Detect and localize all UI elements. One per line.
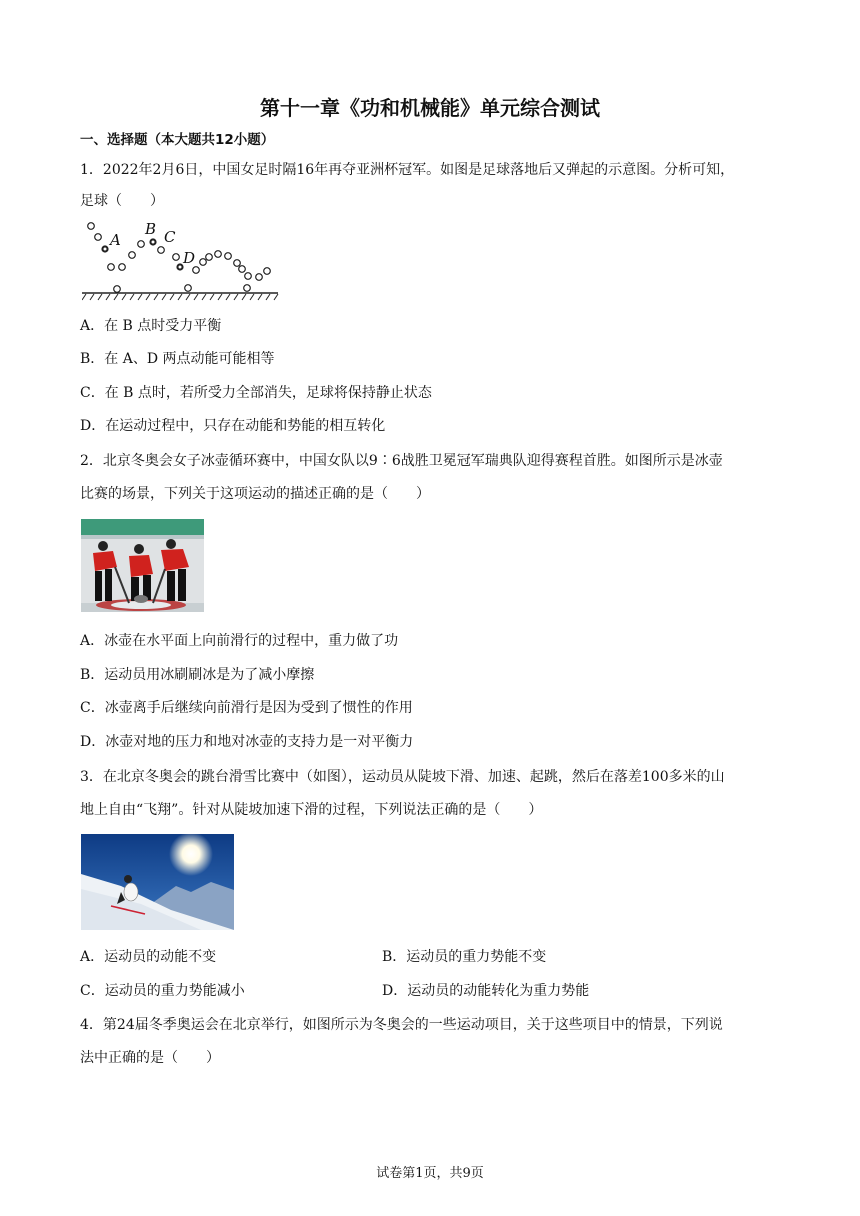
question-3-stem-cont: 地上自由“飞翔”。针对从陡坡加速下滑的过程，下列说法正确的是（ ） [80,802,543,818]
question-4-stem: 4．第24届冬季奥运会在北京举行，如图所示为冬奥会的一些运动项目，关于这些项目中的情景，下列说 [80,1017,723,1033]
q1-option-b: B．在 A、D 两点动能可能相等 [80,351,275,367]
question-3-stem: 3．在北京冬奥会的跳台滑雪比赛中（如图），运动员从陡坡下滑、加速、起跳，然后在落差100多米的山 [80,769,725,785]
question-4-stem-cont: 法中正确的是（ ） [80,1050,220,1066]
label-a: A [110,231,121,249]
label-c: C [164,228,176,246]
q2-option-a: A．冰壶在水平面上向前滑行的过程中，重力做了功 [80,633,399,649]
q1-option-d: D．在运动过程中，只存在动能和势能的相互转化 [80,418,386,434]
q3-option-b: B．运动员的重力势能不变 [382,949,547,965]
question-2-stem: 2．北京冬奥会女子冰壶循环赛中，中国女队以9∶6战胜卫冕冠军瑞典队迎得赛程首胜。如图所示是冰壶 [80,453,723,469]
page-title: 第十一章《功和机械能》单元综合测试 [260,96,600,120]
q2-option-c: C．冰壶离手后继续向前滑行是因为受到了惯性的作用 [80,700,413,716]
q2-option-b: B．运动员用冰刷刷冰是为了减小摩擦 [80,667,315,683]
q3-option-c: C．运动员的重力势能减小 [80,983,245,999]
ski-jump-photo [81,834,234,930]
q3-option-a: A．运动员的动能不变 [80,949,217,965]
question-1-stem-cont: 足球（ ） [80,193,164,209]
q2-option-d: D．冰壶对地的压力和地对冰壶的支持力是一对平衡力 [80,734,414,750]
label-d: D [183,249,196,267]
page-footer: 试卷第1页，共9页 [376,1166,484,1181]
question-2-stem-cont: 比赛的场景，下列关于这项运动的描述正确的是（ ） [80,486,430,502]
section-heading: 一、选择题（本大题共12小题） [80,132,275,148]
q1-option-a: A．在 B 点时受力平衡 [80,318,222,334]
q1-option-c: C．在 B 点时，若所受力全部消失，足球将保持静止状态 [80,385,432,401]
q3-option-d: D．运动员的动能转化为重力势能 [382,983,590,999]
football-bounce-diagram [82,218,282,304]
question-1-stem: 1．2022年2月6日，中国女足时隔16年再夺亚洲杯冠军。如图是足球落地后又弹起的示意图。分析可知， [80,162,735,178]
label-b: B [145,220,157,238]
curling-photo [81,519,204,612]
